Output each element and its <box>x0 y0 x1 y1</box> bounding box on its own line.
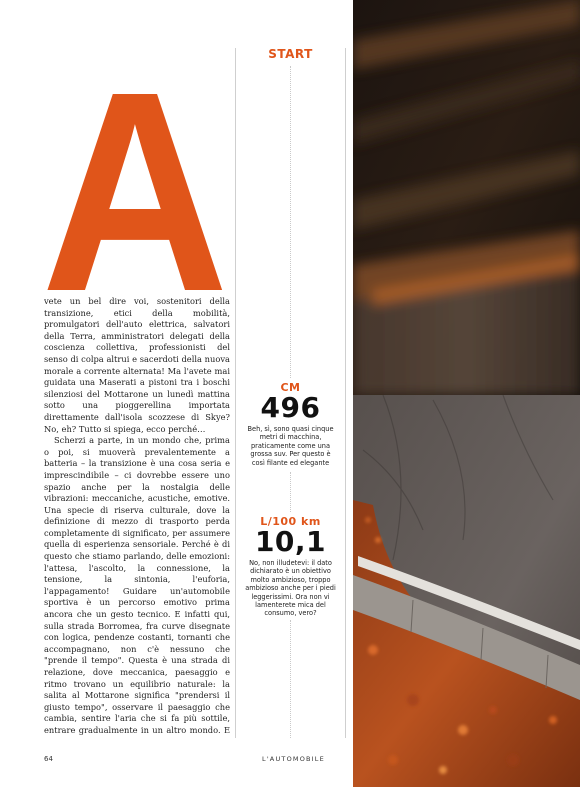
stat-description: No, non illudetevi: il dato dichiarato è un obiettivo molto ambizioso, troppo ambizioso anche per i piedi leggerissimi. Ora non vi lamenterete mica del consumo, vero? <box>245 559 336 618</box>
dotted-guide-line <box>290 66 291 378</box>
page-number: 64 <box>44 755 53 763</box>
stat-value: 496 <box>260 391 321 424</box>
stat-length <box>236 381 345 467</box>
stat-unit: CM <box>280 381 301 394</box>
stat-description: Beh, sì, sono quasi cinque metri di macchina, praticamente come una grossa suv. Per questo è così filante ed elegante <box>247 425 334 467</box>
article-paragraph: Scherzi a parte, in un mondo che, prima o poi, si muoverà prevalentemente a batteria – la transizione è una cosa seria e imprescindibile – ci dovrebbe essere uno spazio anche per la nostalgia delle vibrazioni: meccaniche, acustiche, emotive. Una specie di riserva culturale, dove la definizione di mezzo di trasporto perda completamente di significato, per assumere quella di esperienza sensoriale. Perché è di questo che stiamo parlando, delle emozioni: l'attesa, l'ascolto, la connessione, la tensione, la sintonia, l'euforia, l'appagamento! Guidare un'automobile sportiva è un percorso emotivo prima ancora che un gesto tecnico. E infatti qui, sulla strada Borromea, fra curve disegnate con logica, pendenze costanti, tornanti che accompagnano, non c'è nessuno che "prende il tempo". Questa è una strada di relazione, dove meccanica, paesaggio e ritmo trovano un equilibrio naturale: la salita al Mottarone significa "prendersi il giusto tempo", osservare il paesaggio che cambia, sentire l'aria che si fa più sottile, entrare gradualmente in un altro mondo. E <box>44 435 230 735</box>
svg-text:A: A <box>40 52 229 292</box>
dotted-guide-line <box>290 472 291 512</box>
article-paragraph: vete un bel dire voi, sostenitori della transizione, etici della mobilità, promulgatori dell'auto elettrica, salvatori della Terra, amministratori delegati della coscienza collettiva, professionisti del senso di colpa altrui e sacerdoti della nuova morale a corrente alternata! Ma l'avete mai guidata una Maserati a pistoni tra i boschi silenziosi del Mottarone un lunedì mattina sotto una pioggerellina importata direttamente dall'isola scozzese di Skye? No, eh? Tutto si spiega, ecco perché… <box>44 296 230 434</box>
road-photo <box>353 0 580 787</box>
stat-value: 10,1 <box>254 525 327 558</box>
dropcap-letter <box>40 52 230 292</box>
magazine-name: L'AUTOMOBILE <box>262 755 325 763</box>
stat-unit: L/100 km <box>260 515 321 528</box>
stat-consumption <box>236 515 345 618</box>
start-label: START <box>236 47 345 61</box>
dotted-guide-line <box>290 620 291 738</box>
column-divider <box>345 48 346 738</box>
article-body <box>44 296 230 738</box>
